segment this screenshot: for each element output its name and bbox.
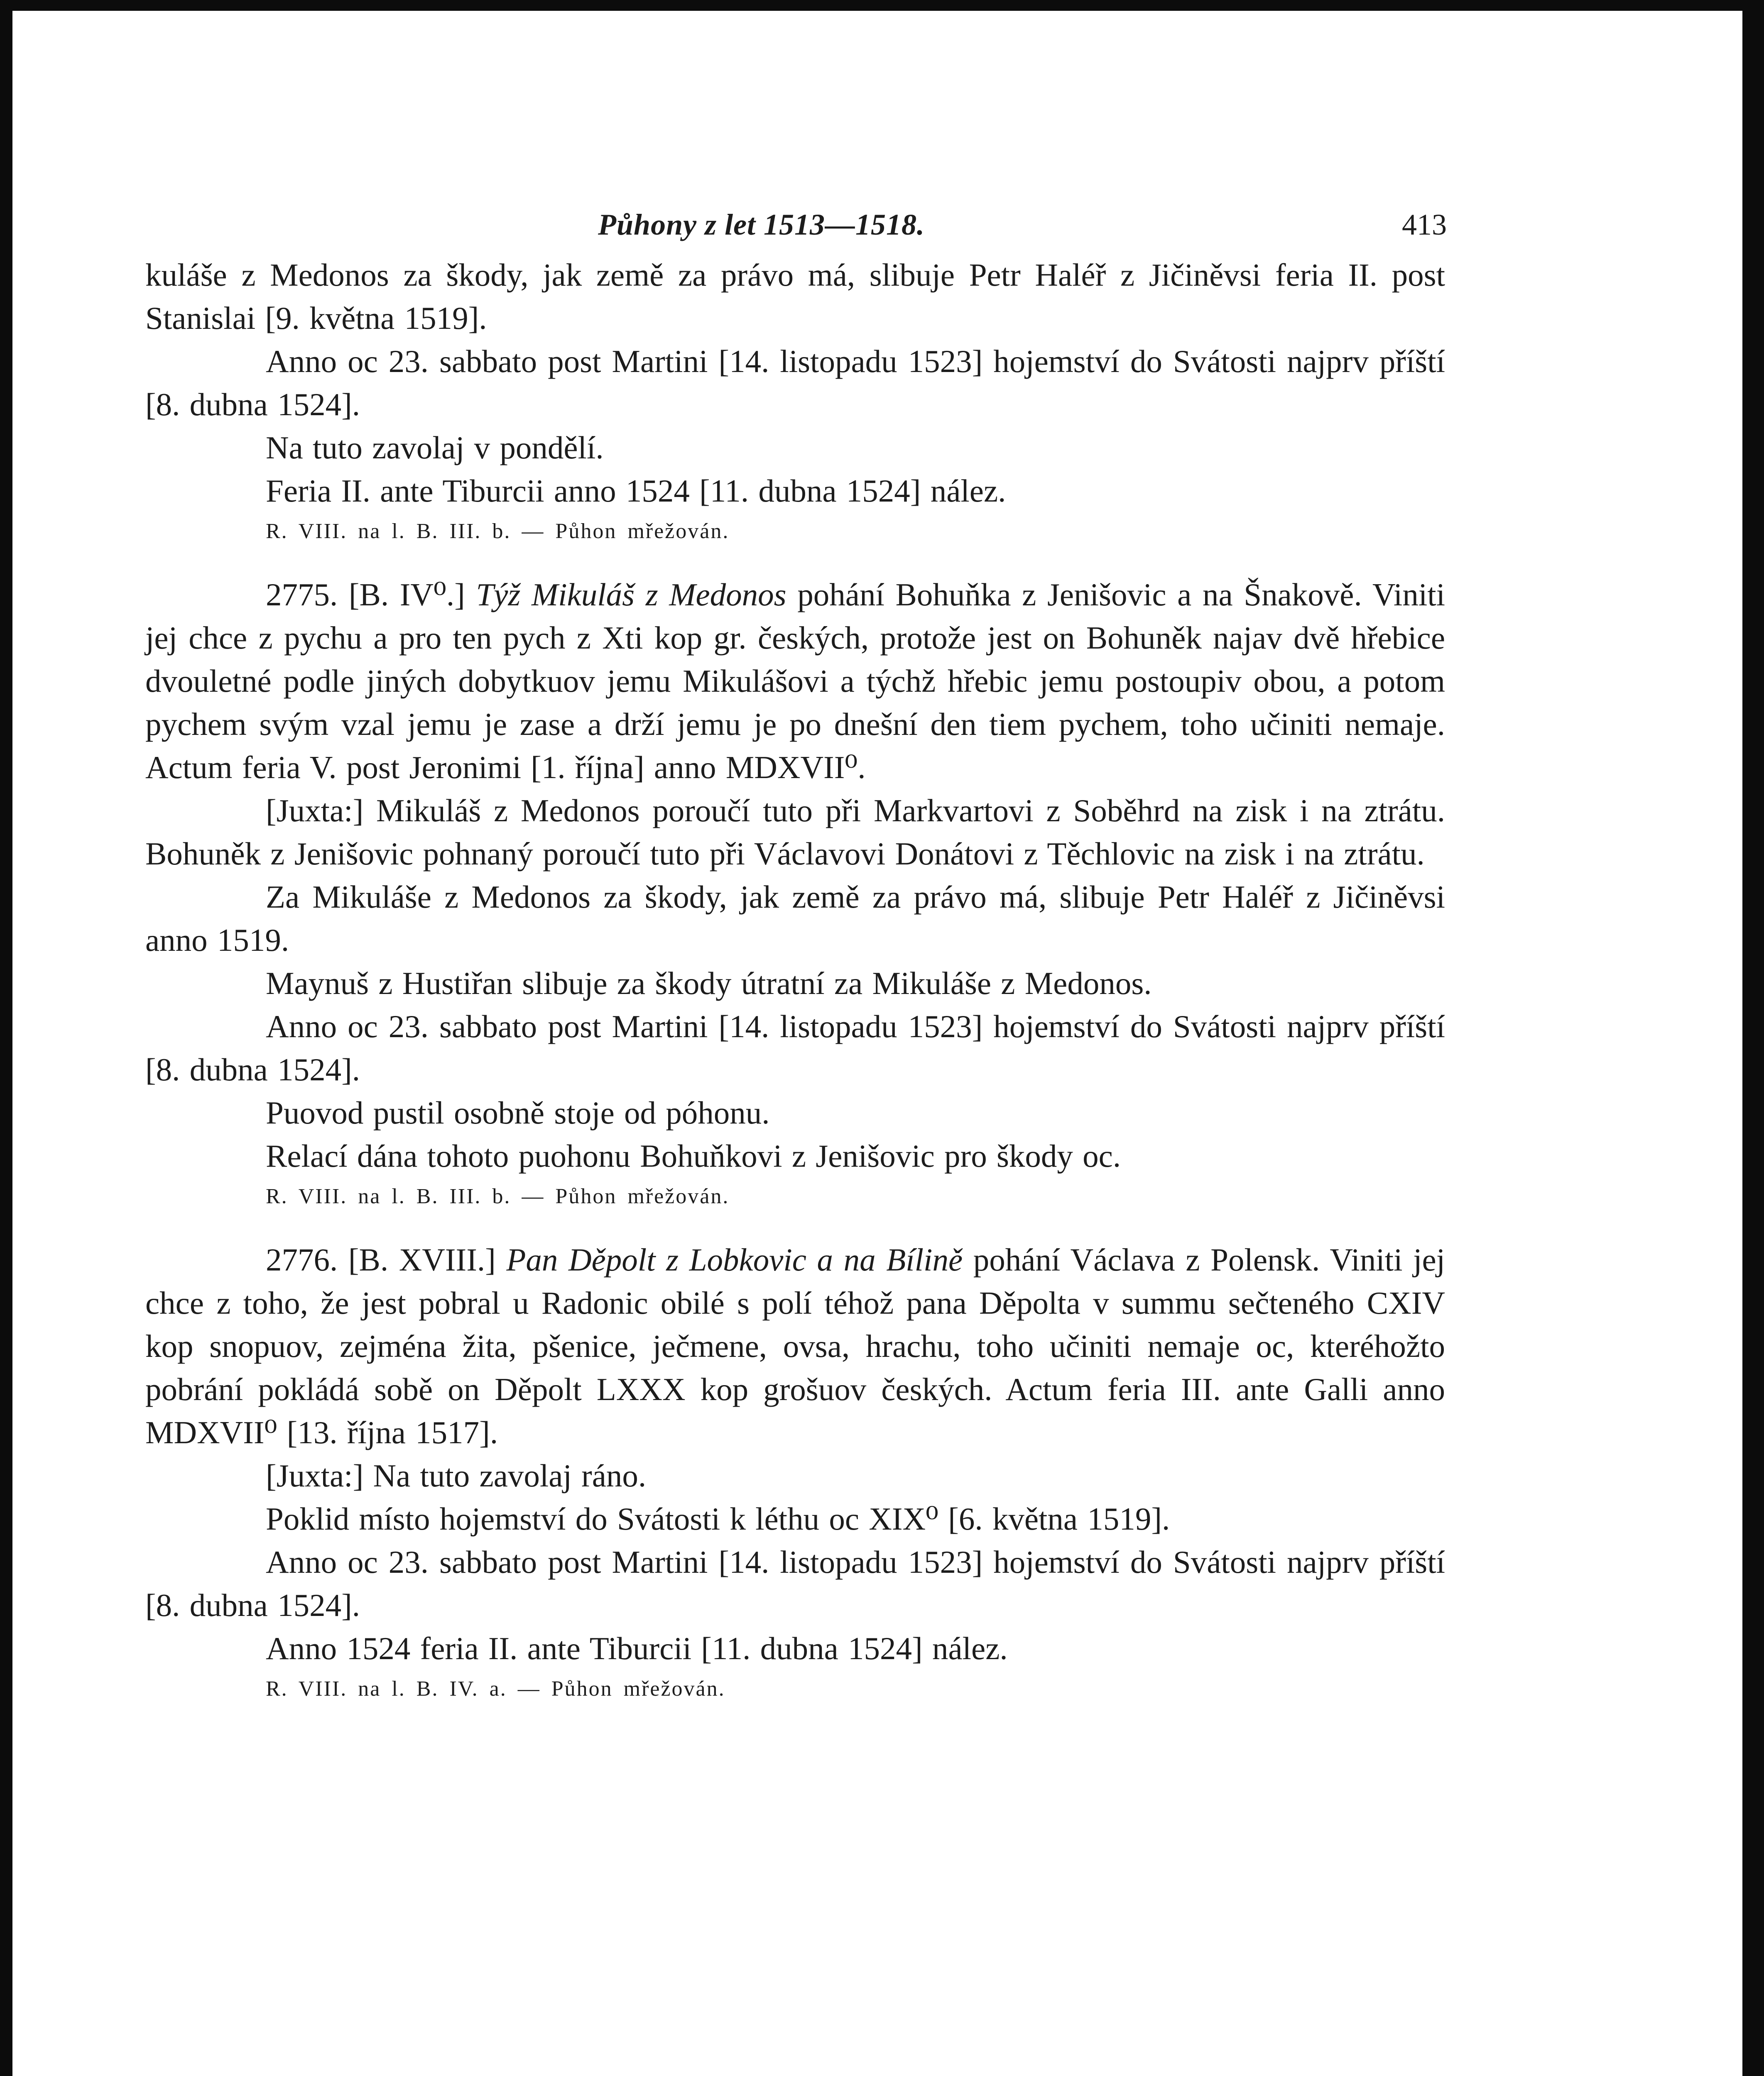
entry-title: Týž Mikuláš z Medonos: [476, 577, 786, 612]
entry-paragraph: Puovod pustil osobně stoje od póhonu.: [266, 1095, 770, 1131]
entry-paragraph: Maynuš z Hustiřan slibuje za škody útratní za Mikuláše z Medonos.: [266, 965, 1152, 1001]
continuation-paragraph: Na tuto zavolaj v pondělí.: [266, 430, 604, 465]
continuation-paragraph: kuláše z Medonos za škody, jak země za právo má, slibuje Petr Haléř z Jičiněvsi feria II. post Stanislai [9. května 1519].: [145, 257, 1445, 336]
continuation-paragraph: Anno oc 23. sabbato post Martini [14. listopadu 1523] hojemství do Svátosti najprv příští [8. dubna 1524].: [145, 343, 1445, 422]
continuation-paragraph: Feria II. ante Tiburcii anno 1524 [11. dubna 1524] nález.: [266, 473, 1006, 509]
entry-number: 2775. [B. IV⁰.]: [266, 577, 465, 612]
continuation-block: [145, 253, 1445, 546]
entry-paragraph: Anno oc 23. sabbato post Martini [14. listopadu 1523] hojemství do Svátosti najprv příští [8. dubna 1524].: [145, 1544, 1445, 1623]
entry-title: Pan Děpolt z Lobkovic a na Bílině: [506, 1242, 963, 1278]
entry-paragraph: Relací dána tohoto puohonu Bohuňkovi z Jenišovic pro škody oc.: [266, 1138, 1121, 1174]
entry-paragraph: [Juxta:] Mikuláš z Medonos poroučí tuto při Markvartovi z Soběhrd na zisk i na ztrátu. Bohuněk z Jenišovic pohnaný poroučí tuto při Václavovi Donátovi z Těchlovic na zisk i na ztrátu.: [145, 793, 1445, 872]
entry-paragraph: [Juxta:] Na tuto zavolaj ráno.: [266, 1458, 647, 1493]
entry-2775: [145, 573, 1445, 1212]
entry-2776: [145, 1238, 1445, 1704]
book-page: [145, 208, 1445, 1704]
source-note: R. VIII. na l. B. III. b. — Půhon mřežován.: [266, 519, 730, 543]
entry-paragraph: Poklid místo hojemství do Svátosti k léthu oc XIX⁰ [6. května 1519].: [266, 1501, 1170, 1537]
source-note: R. VIII. na l. B. III. b. — Půhon mřežován.: [266, 1185, 730, 1208]
entry-text: pohání Václava z Polensk. Viniti jej chce z toho, že jest pobral u Radonic obilé s polí téhož pana Děpolta v summu sečteného CXIV kop snopuov, zejména žita, pšenice, ječmene, ovsa, hrachu, toho učiniti nemaje oc, kteréhožto pobrání pokládá sobě on Děpolt LXXX kop grošuov českých. Actum feria III. ante Galli anno MDXVII⁰ [13. října 1517].: [145, 1242, 1446, 1450]
entry-lead-paragraph: [145, 1238, 1445, 1454]
entry-text: pohání Bohuňka z Jenišovic a na Šnakově. Viniti jej chce z pychu a pro ten pych z Xti kop gr. českých, protože jest on Bohuněk najav dvě hřebice dvouletné podle jiných dobytkuov jemu Mikulášovi a týchž hřebic jemu postoupiv obou, a potom pychem svým vzal jemu je zase a drží jemu je po dnešní den tiem pychem, toho učiniti nemaje. Actum feria V. post Jeronimi [1. října] anno MDXVII⁰.: [145, 577, 1446, 785]
source-note: R. VIII. na l. B. IV. a. — Půhon mřežován.: [266, 1677, 725, 1701]
page-number: 413: [1402, 208, 1447, 241]
entry-paragraph: Anno oc 23. sabbato post Martini [14. listopadu 1523] hojemství do Svátosti najprv příští [8. dubna 1524].: [145, 1009, 1445, 1087]
entry-number: 2776. [B. XVIII.]: [266, 1242, 496, 1278]
running-title: Půhony z let 1513—1518.: [598, 208, 925, 241]
running-head: [145, 208, 1445, 253]
entry-paragraph: Za Mikuláše z Medonos za škody, jak země za právo má, slibuje Petr Haléř z Jičiněvsi anno 1519.: [145, 879, 1445, 958]
entry-paragraph: Anno 1524 feria II. ante Tiburcii [11. dubna 1524] nález.: [266, 1630, 1008, 1666]
entry-lead-paragraph: [145, 573, 1445, 789]
